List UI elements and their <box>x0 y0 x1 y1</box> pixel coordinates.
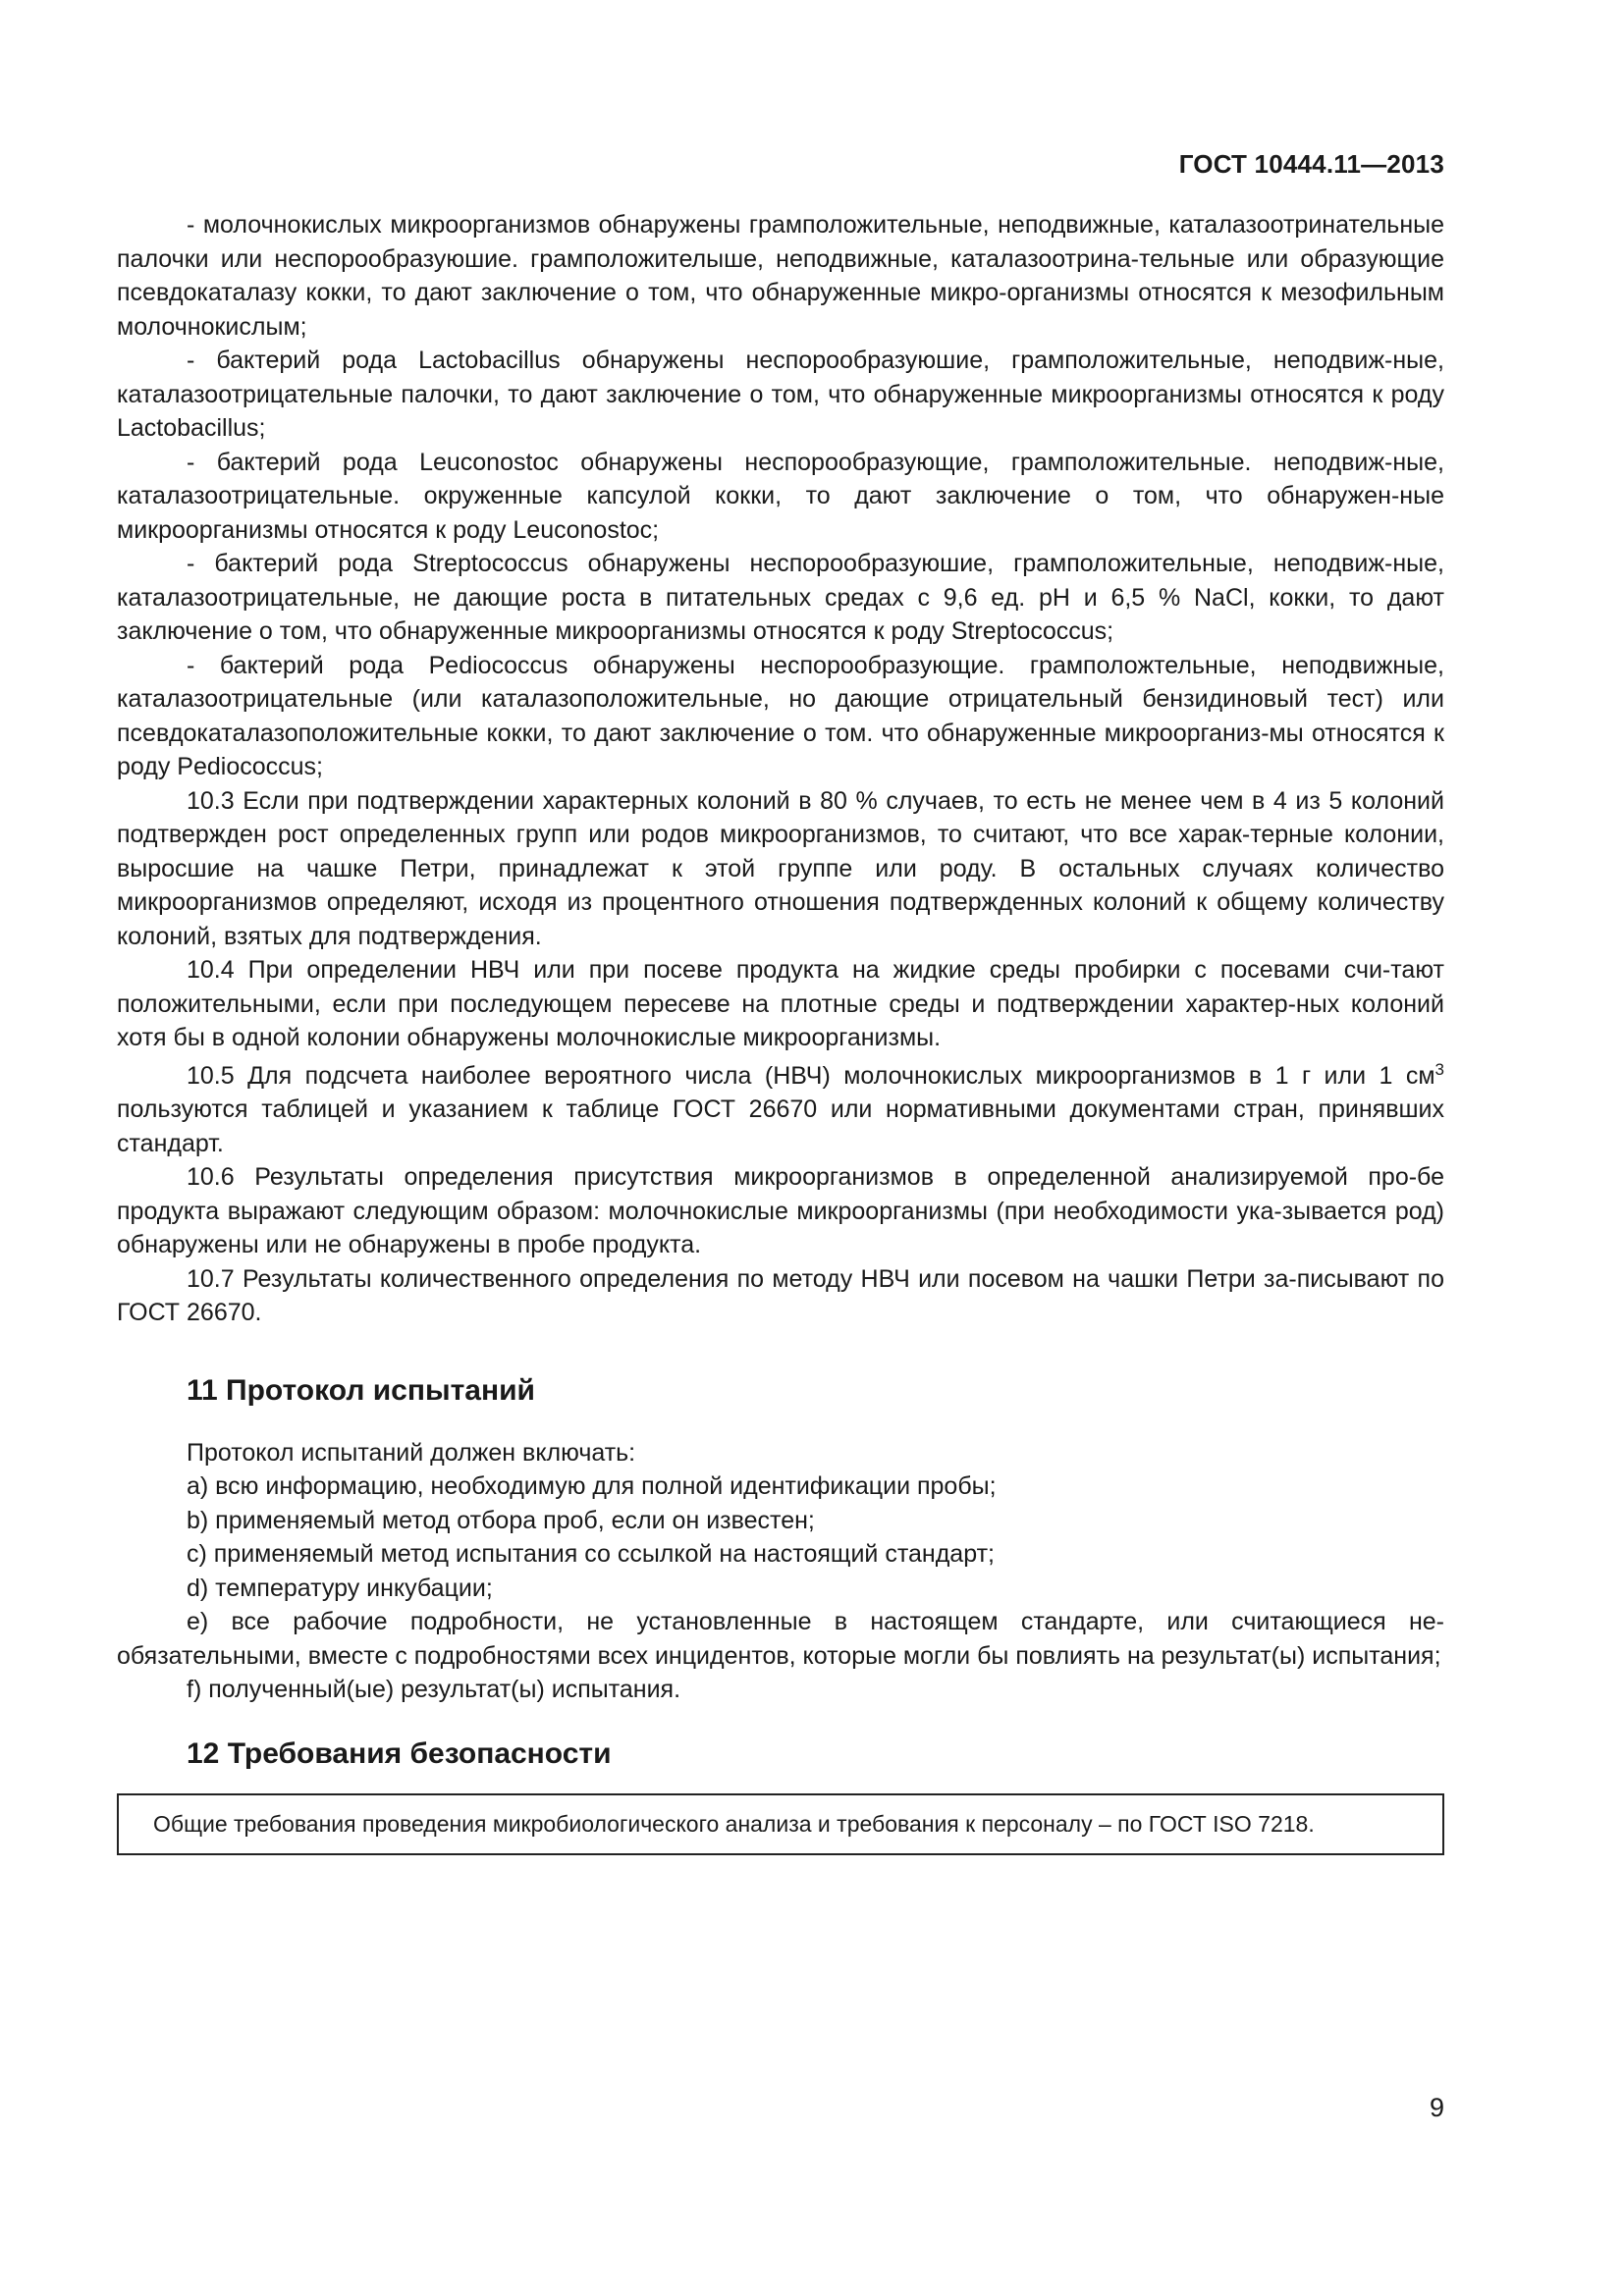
safety-requirements-box: Общие требования проведения микробиологического анализа и требования к персоналу – по ГОСТ ISO 7218. <box>117 1793 1444 1855</box>
document-code: ГОСТ 10444.11—2013 <box>1178 149 1444 179</box>
paragraph-10-5-text-b: пользуются таблицей и указанием к таблице ГОСТ 26670 или нормативными документами стран, принявших стандарт. <box>117 1095 1444 1157</box>
superscript-3: 3 <box>1434 1059 1444 1079</box>
list-item-a: a) всю информацию, необходимую для полной идентификации пробы; <box>187 1472 997 1500</box>
section-12-heading: 12 Требования безопасности <box>187 1736 612 1770</box>
list-item-c: c) применяемый метод испытания со ссылкой на настоящий стандарт; <box>187 1540 995 1568</box>
paragraph-10-5 <box>117 1059 1444 1161</box>
list-item-f: f) полученный(ые) результат(ы) испытания. <box>187 1676 681 1703</box>
paragraph-leuconostoc: - бактерий рода Leuconostoc обнаружены неспорообразующие, грамположительные. неподвиж-ные, каталазоотрицательные. окруженные капсулой кокки, то дают заключение о том, что обнаружен-ные микроорганизмы относятся к роду Leuconostoc; <box>117 448 1444 544</box>
paragraph-lactobacillus: - бактерий рода Lactobacillus обнаружены неспорообразуюшие, грамположительные, неподвиж-ные, каталазоотрицательные палочки, то дают заключение о том, что обнаруженные микроорганизмы относятся к роду Lactobacillus; <box>117 347 1444 442</box>
list-item-b: b) применяемый метод отбора проб, если он известен; <box>187 1506 815 1534</box>
paragraph-10-7: 10.7 Результаты количественного определения по методу НВЧ или посевом на чашки Петри за-писывают по ГОСТ 26670. <box>117 1264 1444 1326</box>
paragraph-pediococcus: - бактерий рода Pediococcus обнаружены неспорообразующие. грамположтельные, неподвижные, каталазоотрицательные (или каталазоположительные, но дающие отрицательный бензидиновый тест) или псевдокаталазоположительные кокки, то дают заключение о том. что обнаруженные микроорганиз-мы относятся к роду Pediococcus; <box>117 651 1444 780</box>
paragraph-10-5-text-a: 10.5 Для подсчета наиболее вероятного числа (НВЧ) молочнокислых микроорганизмов в 1 г или 1 см <box>187 1061 1435 1090</box>
paragraph-10-4: 10.4 При определении НВЧ или при посеве продукта на жидкие среды пробирки с посевами счи-тают положительными, если при последующем пересеве на плотные среды и подтверждении характер-ных колоний хотя бы в одной колонии обнаружены молочнокислые микроорганизмы. <box>117 956 1444 1051</box>
paragraph-lactic-microorganisms: - молочнокислых микроорганизмов обнаружены грамположительные, неподвижные, каталазоотринательные палочки или неспорообразуюшие. грамположителыше, неподвижные, каталазоотрина-тельные или образующие псевдокаталазу кокки, то дают заключение о том, что обнаруженные микро-организмы относятся к мезофильным молочнокислым; <box>117 211 1444 341</box>
section-11-heading: 11 Протокол испытаний <box>187 1373 535 1407</box>
list-item-e: e) все рабочие подробности, не установленные в настоящем стандарте, или считающиеся не-обязательными, вместе с подробностями всех инцидентов, которые могли бы повлиять на результат(ы) испытания; <box>117 1608 1444 1670</box>
paragraph-streptococcus: - бактерий рода Streptococcus обнаружены неспорообразуюшие, грамположительные, неподвиж-ные, каталазоотрицательные, не дающие роста в питательных средах с 9,6 ед. pH и 6,5 % NaCl, кокки, то дают заключение о том, что обнаруженные микроорганизмы относятся к роду Streptococcus; <box>117 550 1444 645</box>
page-body <box>117 208 1444 1855</box>
section-11-intro: Протокол испытаний должен включать: <box>187 1438 636 1467</box>
paragraph-10-3: 10.3 Если при подтверждении характерных колоний в 80 % случаев, то есть не менее чем в 4 из 5 колоний подтвержден рост определенных групп или родов микроорганизмов, то считают, что все харак-терные колонии, выросшие на чашке Петри, принадлежат к этой группе или роду. В остальных случаях количество микроорганизмов определяют, исходя из процентного отношения подтвержденных колоний к общему количеству колоний, взятых для подтверждения. <box>117 786 1444 950</box>
paragraph-10-6: 10.6 Результаты определения присутствия микроорганизмов в определенной анализируемой про-бе продукта выражают следующим образом: молочнокислые микроорганизмы (при необходимости ука-зывается род) обнаружены или не обнаружены в пробе продукта. <box>117 1163 1444 1258</box>
list-item-d: d) температуру инкубации; <box>187 1574 493 1602</box>
page-number: 9 <box>1429 2093 1444 2122</box>
